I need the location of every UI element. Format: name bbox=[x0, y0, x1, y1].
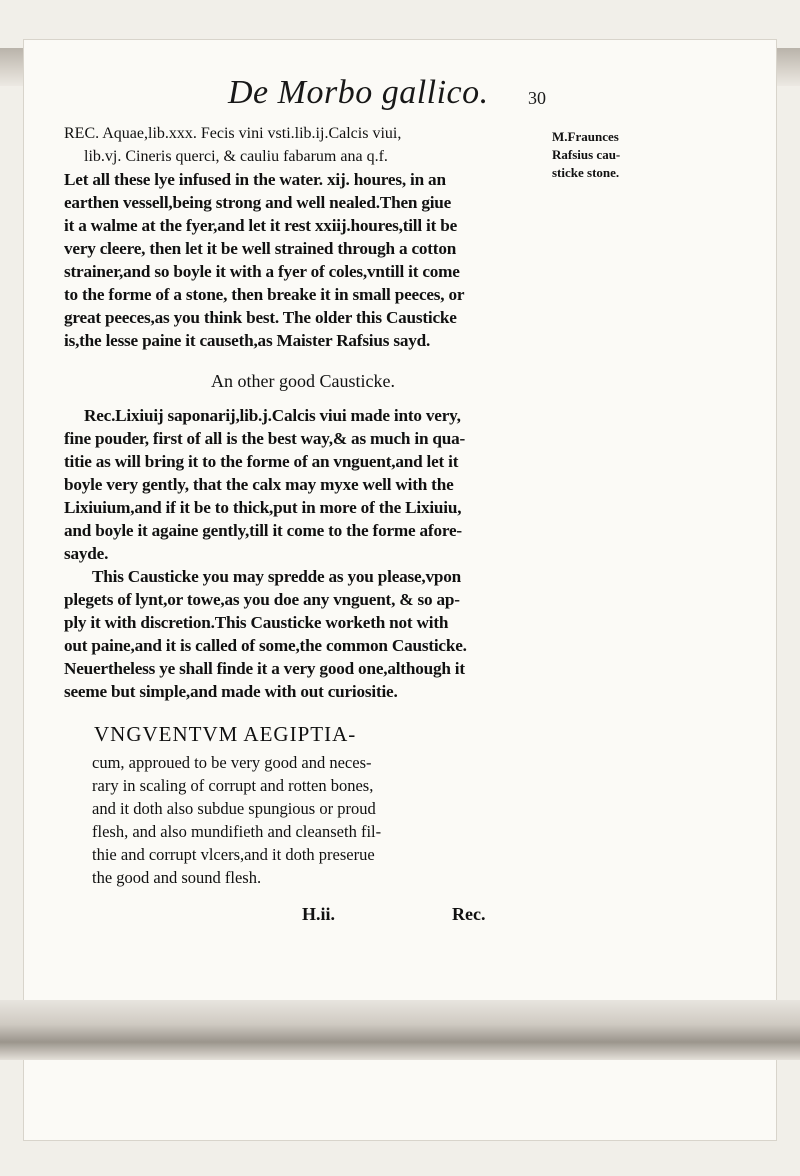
recipe-second bbox=[64, 404, 542, 565]
unguent-title: VNGVENTVM AEGIPTIA- bbox=[94, 722, 357, 746]
text-line: flesh, and also mundifieth and cleanseth fil- bbox=[92, 822, 382, 841]
running-title: De Morbo gallico. bbox=[228, 74, 489, 111]
text-line: it a walme at the fyer,and let it rest xxiij.houres,till it be bbox=[64, 216, 458, 235]
text-line: earthen vessell,being strong and well nealed.Then giue bbox=[64, 193, 452, 212]
text-line: plegets of lynt,or towe,as you doe any vnguent, & so ap- bbox=[64, 590, 460, 609]
text-line: and boyle it againe gently,till it come to the forme afore- bbox=[64, 521, 462, 540]
text-line: This Causticke you may spredde as you please,vpon bbox=[92, 567, 462, 586]
unguent-text bbox=[64, 751, 542, 889]
text-line: strainer,and so boyle it with a fyer of coles,vntill it come bbox=[64, 262, 460, 281]
text-line: seeme but simple,and made with out curiositie. bbox=[64, 682, 398, 701]
text-line: boyle very gently, that the calx may myxe well with the bbox=[64, 475, 454, 494]
text-line: is,the lesse paine it causeth,as Maister Rafsius sayd. bbox=[64, 331, 431, 350]
text-line: Lixiuium,and if it be to thick,put in more of the Lixiuiu, bbox=[64, 498, 462, 517]
page-bottom-edge bbox=[0, 1000, 800, 1060]
text-line: lib.vj. Cineris querci, & cauliu fabarum ana q.f. bbox=[84, 148, 388, 165]
recipe-first bbox=[64, 122, 542, 352]
text-line: Let all these lye infused in the water. xij. houres, in an bbox=[64, 170, 446, 189]
margin-notes bbox=[552, 128, 620, 182]
text-line: sayde. bbox=[64, 544, 109, 563]
signature-mark: H.ii. bbox=[302, 904, 336, 924]
text-line: REC. Aquae,lib.xxx. Fecis vini vsti.lib.ij.Calcis viui, bbox=[64, 125, 402, 142]
text-line: ply it with discretion.This Causticke worketh not with bbox=[64, 613, 449, 632]
margin-note-line: sticke stone. bbox=[552, 165, 620, 180]
text-line: and it doth also subdue spungious or proud bbox=[92, 799, 376, 818]
text-line: rary in scaling of corrupt and rotten bones, bbox=[92, 776, 374, 795]
text-line: Neuertheless ye shall finde it a very good one,although it bbox=[64, 659, 465, 678]
margin-note-line: M.Fraunces bbox=[552, 129, 619, 144]
text-line: Rec.Lixiuij saponarij,lib.j.Calcis viui made into very, bbox=[84, 406, 461, 425]
text-line: out paine,and it is called of some,the common Causticke. bbox=[64, 636, 467, 655]
catchword: Rec. bbox=[452, 904, 486, 924]
text-line: fine pouder, first of all is the best way,& as much in qua- bbox=[64, 429, 466, 448]
text-line: great peeces,as you think best. The older this Causticke bbox=[64, 308, 457, 327]
page-number: 30 bbox=[528, 88, 546, 108]
text-line: cum, approued to be very good and neces- bbox=[92, 753, 372, 772]
paragraph-causticke bbox=[64, 565, 542, 703]
text-line: very cleere, then let it be well strained through a cotton bbox=[64, 239, 457, 258]
text-line: titie as will bring it to the forme of an vnguent,and let it bbox=[64, 452, 459, 471]
text-line: the good and sound flesh. bbox=[92, 868, 262, 887]
section-heading: An other good Causticke. bbox=[211, 371, 395, 391]
margin-note-line: Rafsius cau- bbox=[552, 147, 621, 162]
text-line: to the forme of a stone, then breake it in small peeces, or bbox=[64, 285, 465, 304]
body-text bbox=[64, 122, 542, 889]
text-line: thie and corrupt vlcers,and it doth preserue bbox=[92, 845, 375, 864]
